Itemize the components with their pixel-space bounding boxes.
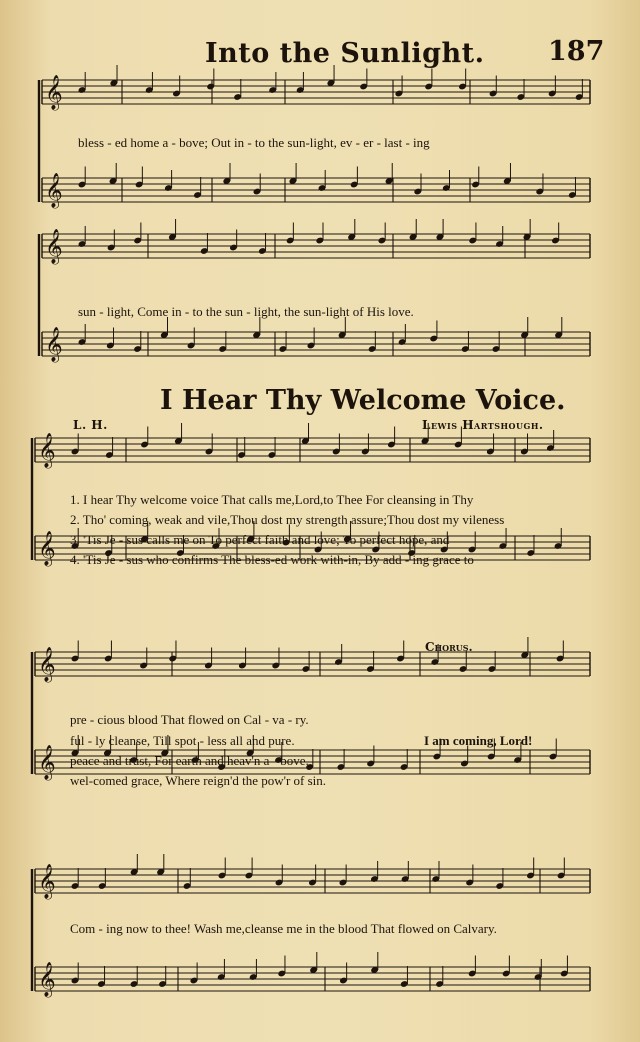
hymn2-verse3-b: peace and trust, For earth and heav'n a - bove. bbox=[70, 753, 309, 768]
svg-text:𝄞: 𝄞 bbox=[45, 173, 63, 208]
hymn2-right-credit: Lewis Hartshough. bbox=[422, 418, 544, 432]
chorus-label: Chorus. bbox=[425, 640, 473, 654]
hymn2-verse3-a: 3. 'Tis Je - sus calls me on To perfect faith and love; To perfect hope, and bbox=[70, 532, 450, 547]
hymn2-verse2-a: 2. Tho' coming, weak and vile,Thou dost my strength assure;Thou dost my vileness bbox=[70, 512, 505, 527]
hymn2-verse4-b: wel-comed grace, Where reign'd the pow'r of sin. bbox=[70, 773, 327, 788]
svg-text:𝄞: 𝄞 bbox=[38, 647, 56, 682]
svg-text:𝄞: 𝄞 bbox=[45, 229, 63, 264]
page-number: 187 bbox=[548, 36, 605, 67]
hymn2-verse4-a: 4. 'Tis Je - sus who confirms The bless-ed work with-in, By add - ing grace to bbox=[70, 552, 474, 567]
hymn2-verse1-a: 1. I hear Thy welcome voice That calls me,Lord,to Thee For cleansing in Thy bbox=[70, 492, 474, 507]
hymn2-title: I Hear Thy Welcome Voice. bbox=[160, 385, 566, 416]
svg-text:𝄞: 𝄞 bbox=[38, 433, 56, 468]
hymn1-title: Into the Sunlight. bbox=[205, 38, 485, 69]
svg-text:𝄞: 𝄞 bbox=[38, 745, 56, 780]
hymn2-left-credit: L. H. bbox=[73, 418, 108, 432]
hymn2-verse1-b: pre - cious blood That flowed on Cal - va - ry. bbox=[70, 712, 309, 727]
svg-text:𝄞: 𝄞 bbox=[38, 864, 56, 899]
hymn2-verse2-b: ful - ly cleanse, Till spot - less all and pure. bbox=[70, 733, 295, 748]
svg-text:𝄞: 𝄞 bbox=[45, 327, 63, 362]
hymn1-lyric-line-2: sun - light, Come in - to the sun - light, the sun-light of His love. bbox=[78, 304, 414, 319]
chorus-words: I am coming, Lord! bbox=[424, 733, 533, 748]
svg-text:𝄞: 𝄞 bbox=[45, 75, 63, 110]
svg-text:𝄞: 𝄞 bbox=[38, 962, 56, 997]
chorus-line: Com - ing now to thee! Wash me,cleanse me in the blood That flowed on Calvary. bbox=[70, 921, 497, 936]
svg-text:𝄞: 𝄞 bbox=[38, 531, 56, 566]
hymn1-lyric-line-1: bless - ed home a - bove; Out in - to the sun-light, ev - er - last - ing bbox=[78, 135, 430, 150]
